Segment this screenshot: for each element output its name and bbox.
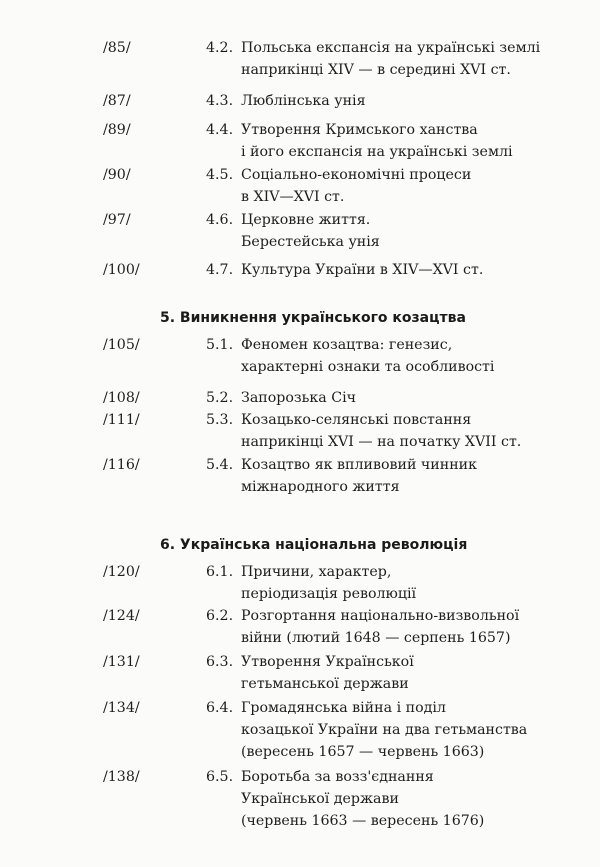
entry-title bbox=[241, 409, 521, 453]
entry-title-line: Церковне життя. bbox=[241, 212, 371, 228]
entry-title bbox=[241, 561, 416, 605]
page-number: /124/ bbox=[103, 608, 140, 624]
entry-title bbox=[241, 387, 356, 409]
page-number: /131/ bbox=[103, 654, 140, 670]
entry-title-line: Утворення Української bbox=[241, 654, 414, 670]
entry-number: 4.7. bbox=[206, 262, 234, 278]
entry-title bbox=[241, 90, 366, 112]
entry-number: 6.2. bbox=[206, 608, 234, 624]
entry-title bbox=[241, 119, 513, 163]
entry-title-line: і його експансія на українські землі bbox=[241, 144, 513, 160]
entry-number: 4.2. bbox=[206, 40, 234, 56]
entry-number: 6.4. bbox=[206, 700, 234, 716]
entry-title bbox=[241, 259, 483, 281]
entry-title-line: міжнародного життя bbox=[241, 479, 400, 495]
entry-title-line: Розгортання національно-визвольної bbox=[241, 608, 520, 624]
page-number: /120/ bbox=[103, 564, 140, 580]
page-number: /105/ bbox=[103, 337, 140, 353]
entry-number: 6.5. bbox=[206, 769, 234, 785]
entry-title-line: козацької України на два гетьманства bbox=[241, 722, 528, 738]
entry-title-line: (вересень 1657 — червень 1663) bbox=[241, 744, 485, 760]
entry-number: 4.3. bbox=[206, 93, 234, 109]
entry-title-line: Причини, характер, bbox=[241, 564, 392, 580]
section-heading: 6. Українська національна революція bbox=[160, 537, 468, 553]
entry-title-line: Козацько-селянські повстання bbox=[241, 412, 472, 428]
entry-title-line: гетьманської держави bbox=[241, 676, 409, 692]
entry-number: 5.3. bbox=[206, 412, 234, 428]
entry-title-line: в XIV—XVI ст. bbox=[241, 189, 345, 205]
entry-title bbox=[241, 605, 519, 649]
page-number: /89/ bbox=[103, 122, 131, 138]
entry-title-line: періодизація революції bbox=[241, 586, 417, 602]
entry-title bbox=[241, 164, 471, 208]
entry-title bbox=[241, 209, 380, 253]
entry-title-line: Української держави bbox=[241, 791, 399, 807]
entry-title-line: Запорозька Січ bbox=[241, 390, 356, 406]
entry-title bbox=[241, 37, 540, 81]
section-heading: 5. Виникнення українського козацтва bbox=[160, 310, 466, 326]
entry-title-line: Соціально-економічні процеси bbox=[241, 167, 472, 183]
entry-title bbox=[241, 454, 477, 498]
entry-number: 6.1. bbox=[206, 564, 234, 580]
page-number: /134/ bbox=[103, 700, 140, 716]
entry-number: 5.1. bbox=[206, 337, 234, 353]
entry-number: 4.5. bbox=[206, 167, 234, 183]
page-number: /97/ bbox=[103, 212, 131, 228]
entry-title-line: Берестейська унія bbox=[241, 234, 380, 250]
page-number: /90/ bbox=[103, 167, 131, 183]
entry-title-line: війни (лютий 1648 — серпень 1657) bbox=[241, 630, 511, 646]
page-number: /108/ bbox=[103, 390, 140, 406]
entry-title-line: (червень 1663 — вересень 1676) bbox=[241, 813, 485, 829]
entry-title-line: Люблінська унія bbox=[241, 93, 366, 109]
entry-title bbox=[241, 766, 484, 832]
entry-title-line: Утворення Кримського ханства bbox=[241, 122, 478, 138]
entry-number: 6.3. bbox=[206, 654, 234, 670]
entry-title-line: наприкінці XVI — на початку XVII ст. bbox=[241, 434, 522, 450]
entry-title-line: наприкінці XIV — в середині XVI ст. bbox=[241, 62, 511, 78]
entry-number: 4.4. bbox=[206, 122, 234, 138]
page-number: /100/ bbox=[103, 262, 140, 278]
page-number: /111/ bbox=[103, 412, 140, 428]
entry-title-line: характерні ознаки та особливості bbox=[241, 359, 495, 375]
entry-title-line: Культура України в XIV—XVI ст. bbox=[241, 262, 484, 278]
entry-title bbox=[241, 697, 527, 763]
entry-title bbox=[241, 651, 414, 695]
entry-number: 5.2. bbox=[206, 390, 234, 406]
page-number: /138/ bbox=[103, 769, 140, 785]
page-number: /116/ bbox=[103, 457, 140, 473]
entry-number: 4.6. bbox=[206, 212, 234, 228]
entry-title-line: Феномен козацтва: генезис, bbox=[241, 337, 453, 353]
entry-title bbox=[241, 334, 494, 378]
entry-title-line: Боротьба за возз'єднання bbox=[241, 769, 434, 785]
entry-title-line: Польська експансія на українські землі bbox=[241, 40, 541, 56]
page-number: /87/ bbox=[103, 93, 131, 109]
entry-number: 5.4. bbox=[206, 457, 234, 473]
entry-title-line: Козацтво як впливовий чинник bbox=[241, 457, 477, 473]
entry-title-line: Громадянська війна і поділ bbox=[241, 700, 446, 716]
page-number: /85/ bbox=[103, 40, 131, 56]
